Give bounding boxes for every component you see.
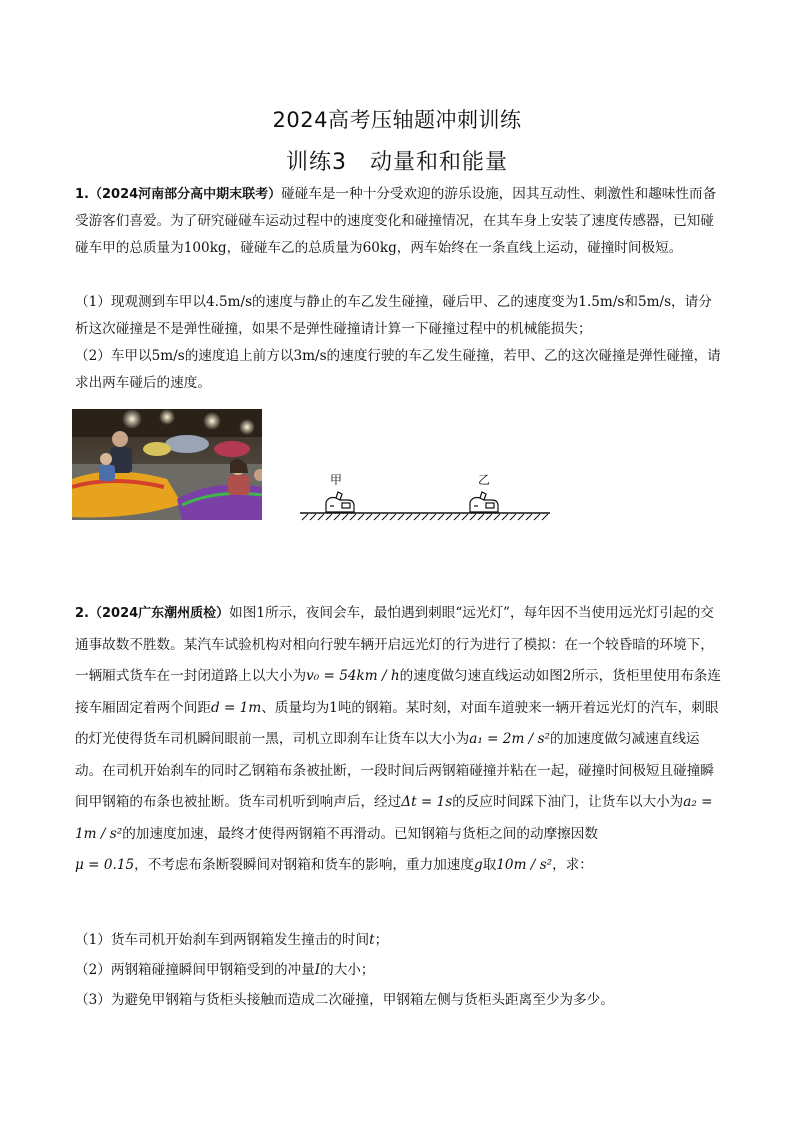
car-b-label: 乙 <box>478 473 491 487</box>
question-2-text-6: 的加速度加速，最终才使得两钢箱不再滑动。已知钢箱与货柜之间的动摩擦因数 <box>122 825 598 842</box>
question-1-part-2: （2）车甲以5m/s的速度追上前方以3m/s的速度行驶的车乙发生碰撞，若甲、乙的这次碰撞是弹性碰撞，请求出两车碰后的速度。 <box>75 348 721 391</box>
question-1-stem: 碰碰车是一种十分受欢迎的游乐设施，因其互动性、刺激性和趣味性而备受游客们喜爱。为了研究碰碰车运动过程中的速度变化和碰撞情况，在其车身上安装了速度传感器，已知碰碰车甲的总质量为100kg，碰碰车乙的总质量为60kg，两车始终在一条直线上运动，碰撞时间极短。 <box>75 186 717 256</box>
a1-equation: a₁ = 2m / s² <box>469 731 550 747</box>
g-value: 10m / s² <box>496 857 553 873</box>
question-1 <box>75 181 723 262</box>
question-2-part-2-text: （2）两钢箱碰撞瞬间甲钢箱受到的冲量 <box>75 962 315 978</box>
question-1-number: 1. <box>75 187 89 202</box>
question-2-part-1 <box>75 927 725 954</box>
dt-equation: Δt = 1s <box>401 794 453 810</box>
question-2-source: （2024广东潮州质检） <box>88 606 230 621</box>
question-2-part-2-end: 的大小； <box>320 962 375 978</box>
question-2-text-7: ，不考虑布条断裂瞬间对钢箱和货车的影响，重力加速度 <box>134 857 474 873</box>
collision-diagram <box>296 470 554 526</box>
i-symbol: I <box>314 962 321 978</box>
car-b-icon <box>470 492 498 512</box>
question-2-text-8: 取 <box>482 857 497 873</box>
question-2-part-1-text: （1）货车司机开始刹车到两钢箱发生撞击的时间 <box>75 932 370 948</box>
question-2-text-9: ，求： <box>552 857 593 873</box>
question-2-text-5: 的反应时间踩下油门，让货车以大小为 <box>452 794 684 810</box>
g-symbol: g <box>473 857 483 873</box>
a2-equation: a₂ = 1m / s² <box>75 794 713 842</box>
question-2 <box>75 598 723 882</box>
page-title: 2024高考压轴题冲刺训练 <box>272 108 522 132</box>
question-2-part-2 <box>75 957 725 984</box>
car-a-label: 甲 <box>330 473 343 487</box>
question-2-text-2: 的速度做匀速直线运动如图2所示，货柜里使用布条连接车厢固定着两个间距 <box>75 668 721 716</box>
question-1-source: （2024河南部分高中期末联考） <box>88 187 282 202</box>
question-2-part-3: （3）为避免甲钢箱与货柜头接触而造成二次碰撞，甲钢箱左侧与货柜头距离至少为多少。 <box>75 992 614 1008</box>
question-2-number: 2. <box>75 606 89 621</box>
d-equation: d = 1m <box>210 699 262 716</box>
question-2-text-1: 如图1所示，夜间会车，最怕遇到刺眼“远光灯”，每年因不当使用远光灯引起的交通事故数不胜数。某汽车试验机构对相向行驶车辆开启远光灯的行为进行了模拟：在一个较昏暗的环境下，一辆厢式货车在一封闭道路上以大小为 <box>75 605 714 684</box>
bumper-car-photo <box>72 409 262 520</box>
ground-hatching <box>302 514 548 520</box>
page-subtitle: 训练3 动量和和能量 <box>286 150 508 175</box>
v0-equation: v₀ = 54km / h <box>306 668 400 684</box>
car-a-icon <box>326 492 354 512</box>
question-1-part-1: （1）现观测到车甲以4.5m/s的速度与静止的车乙发生碰撞，碰后甲、乙的速度变为1.5m/s和5m/s，请分析这次碰撞是不是弹性碰撞，如果不是弹性碰撞请计算一下碰撞过程中的机械能损失； <box>75 294 712 337</box>
question-2-text-4: 的加速度做匀减速直线运动。在司机开始刹车的同时乙钢箱布条被扯断，一段时间后两钢箱碰撞并粘在一起，碰撞时间极短且碰撞瞬间甲钢箱的布条也被扯断。货车司机听到响声后，经过 <box>75 731 714 810</box>
question-2-part-1-end: ； <box>374 932 389 948</box>
question-2-text-3: 、质量均为1吨的钢箱。某时刻，对面车道驶来一辆开着远光灯的汽车，刺眼的灯光使得货车司机瞬间眼前一黑，司机立即刹车让货车以大小为 <box>75 699 719 747</box>
mu-equation: μ = 0.15 <box>75 857 135 873</box>
t-symbol: t <box>369 932 375 948</box>
